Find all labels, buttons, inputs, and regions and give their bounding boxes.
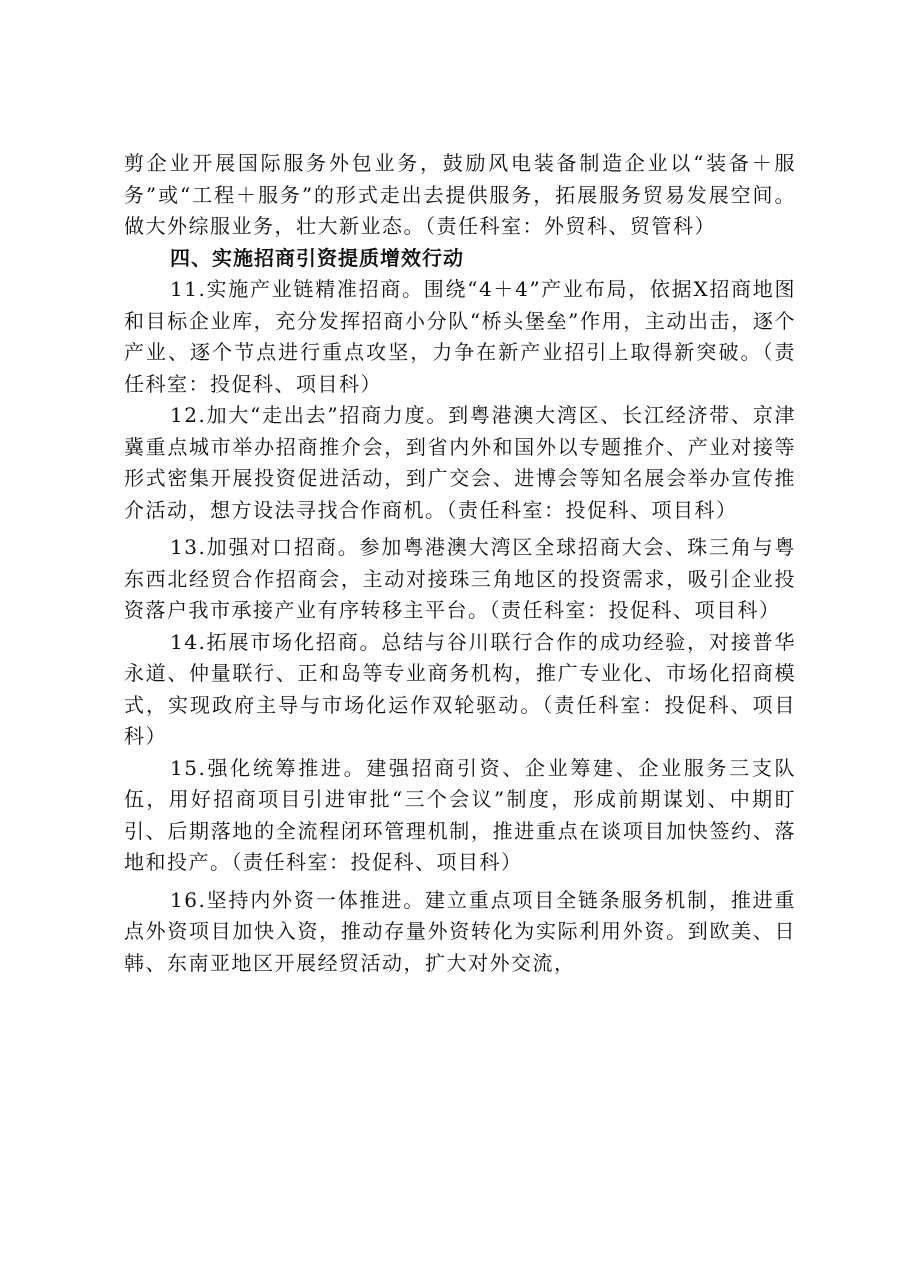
paragraph-15: 15.强化统筹推进。建强招商引资、企业筹建、企业服务三支队伍，用好招商项目引进审批“三个会议”制度，形成前期谋划、中期盯引、后期落地的全流程闭环管理机制，推进重点在谈项目加快签约、落地和投产。（责任科室：投促科、项目科）: [124, 755, 796, 874]
paragraph-11: 11.实施产业链精准招商。围绕“4＋4”产业布局，依据X招商地图和目标企业库，充分发挥招商小分队“桥头堡垒”作用，主动出击，逐个产业、逐个节点进行重点攻坚，力争在新产业招引上取得新突破。（责任科室：投促科、项目科）: [124, 277, 796, 396]
paragraph-14: 14.拓展市场化招商。总结与谷川联行合作的成功经验，对接普华永道、仲量联行、正和岛等专业商务机构，推广专业化、市场化招商模式，实现政府主导与市场化运作双轮驱动。（责任科室：投促科、项目科）: [124, 629, 796, 748]
section-heading: 四、实施招商引资提质增效行动: [170, 245, 464, 270]
paragraph-16: 16.坚持内外资一体推进。建立重点项目全链条服务机制，推进重点外资项目加快入资，推动存量外资转化为实际利用外资。到欧美、日韩、东南亚地区开展经贸活动，扩大对外交流，: [124, 887, 796, 975]
document-body: [124, 148, 796, 979]
paragraph-13: 13.加强对口招商。参加粤港澳大湾区全球招商大会、珠三角与粤东西北经贸合作招商会，主动对接珠三角地区的投资需求，吸引企业投资落户我市承接产业有序转移主平台。（责任科室：投促科、项目科）: [124, 535, 796, 622]
paragraph-12: 12.加大“走出去”招商力度。到粤港澳大湾区、长江经济带、京津冀重点城市举办招商推介会，到省内外和国外以专题推介、产业对接等形式密集开展投资促进活动，到广交会、进博会等知名展会举办宣传推介活动，想方设法寻找合作商机。（责任科室：投促科、项目科）: [124, 403, 796, 522]
paragraph-continuation: 剪企业开展国际服务外包业务，鼓励风电装备制造企业以“装备＋服务”或“工程＋服务”的形式走出去提供服务，拓展服务贸易发展空间。做大外综服业务，壮大新业态。（责任科室：外贸科、贸管科）: [124, 151, 796, 238]
